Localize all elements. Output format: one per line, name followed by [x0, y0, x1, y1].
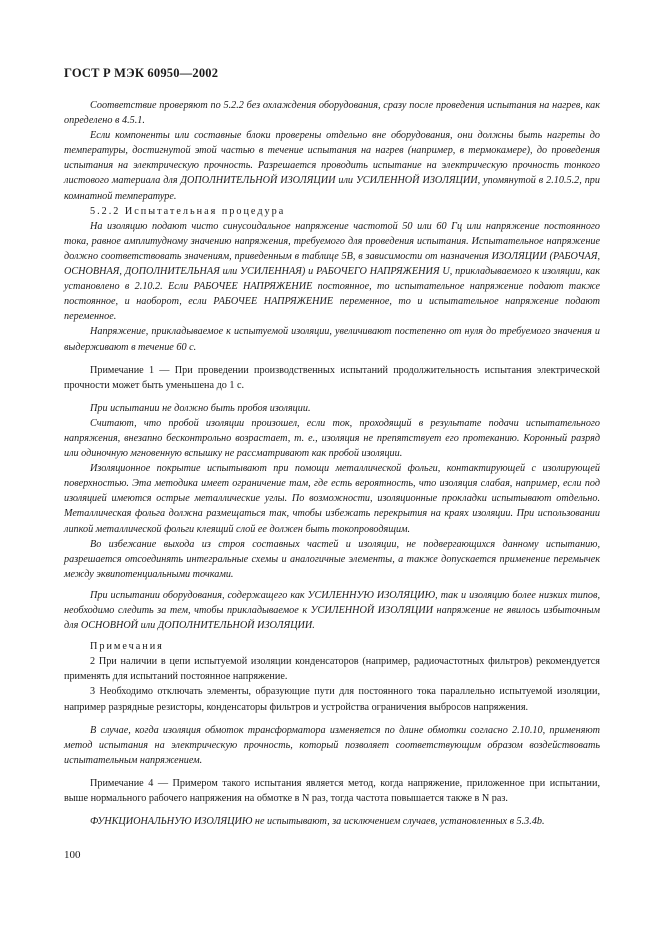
note-2: 2 При наличии в цепи испытуемой изоляции конденсаторов (например, радиочастотных фильтров) рекомендуется применять для испытаний постоянное напряжение.	[64, 656, 600, 683]
paragraph-metal-foil: Изоляционное покрытие испытывают при помощи металлической фольги, контактирующей с изолирующей поверхностью. Эта методика имеет ограничение там, где есть вероятность, что изоляция слабая, например, если под изоляцией имеются острые металлические углы. По возможности, изоляционные прокладки испытывают отдельно. Металлическая фольга должна размещаться так, чтобы избежать перекрытия на краях изоляции. При использовании липкой металлической фольги клеящий слой ее должен быть токопроводящим.	[64, 463, 600, 535]
note-3: 3 Необходимо отключать элементы, образующие пути для постоянного тока параллельно испытуемой изоляции, например разрядные резисторы, конденсаторы фильтров и устройства ограничения выбросов напряжения.	[64, 686, 600, 713]
note-4: Примечание 4 — Примером такого испытания является метод, когда напряжение, приложенное при испытании, выше нормального рабочего напряжения на обмотке в N раз, тогда частота повышается также в N раз.	[64, 777, 600, 805]
paragraph-voltage-increase: Напряжение, прикладываемое к испытуемой изоляции, увеличивают постепенно от нуля до требуемого значения и выдерживают в течение 60 с.	[64, 326, 600, 353]
section-heading-5-2-2: 5.2.2 Испытательная процедура	[90, 205, 286, 217]
note-1: Примечание 1 — При проведении производственных испытаний продолжительность испытания электрической прочности может быть уменьшена до 1 с.	[64, 364, 600, 391]
paragraph-components: Если компоненты или составные блоки проверены отдельно вне оборудования, они должны быть нагреты до температуры, достигнутой этой частью в течение испытания на нагрев (например, в термокамере), до проведения испытания на электрическую прочность. Разрешается проводить испытание на электрическую прочность тонкого листового материала для ДОПОЛНИТЕЛЬНОЙ ИЗОЛЯЦИИ или УСИЛЕННОЙ ИЗОЛЯЦИИ, упомянутой в 2.10.5.2, при комнатной температуре.	[64, 130, 600, 202]
paragraph-functional-insulation: ФУНКЦИОНАЛЬНУЮ ИЗОЛЯЦИЮ не испытывают, за исключением случаев, установленных в 5.3.4b.	[90, 816, 545, 828]
notes-heading: Примечания	[90, 641, 164, 653]
paragraph-disconnect-ics: Во избежание выхода из строя составных частей и изоляции, не подвергающихся данному испытанию, разрешается отсоединять интегральные схемы и аналогичные элементы, а также допускается применение перемычек между эквипотенциальными точками.	[64, 538, 600, 580]
page-header: ГОСТ Р МЭК 60950—2002	[64, 66, 219, 80]
paragraph-no-breakdown: При испытании не должно быть пробоя изоляции.	[90, 402, 311, 414]
paragraph-compliance: Соответствие проверяют по 5.2.2 без охлаждения оборудования, сразу после проведения испытания на нагрев, как определено в 4.5.1.	[64, 100, 600, 127]
paragraph-reinforced-insulation: При испытании оборудования, содержащего как УСИЛЕННУЮ ИЗОЛЯЦИЮ, так и изоляцию более низких типов, необходимо следить за тем, чтобы прикладываемое к УСИЛЕННОЙ ИЗОЛЯЦИИ напряжение не явилось избыточным для ОСНОВНОЙ или ДОПОЛНИТЕЛЬНОЙ ИЗОЛЯЦИИ.	[64, 589, 600, 632]
paragraph-test-voltage: На изоляцию подают чисто синусоидальное напряжение частотой 50 или 60 Гц или напряжение постоянного тока, равное амплитудному значению напряжения, требуемого для проведения испытания. Испытательное напряжение должно соответствовать значениям, приведенным в таблице 5В, в зависимости от назначения ИЗОЛЯЦИИ (РАБОЧАЯ, ОСНОВНАЯ, ДОПОЛНИТЕЛЬНАЯ или УСИЛЕННАЯ) и РАБОЧЕГО НАПРЯЖЕНИЯ U, прикладываемого к изоляции, как установлено в 2.10.2. Если РАБОЧЕЕ НАПРЯЖЕНИЕ постоянное, то испытательное напряжение подают также постоянное, и наоборот, если РАБОЧЕЕ НАПРЯЖЕНИЕ переменное, то и испытательное напряжение подают переменное.	[64, 220, 600, 323]
paragraph-transformer-windings: В случае, когда изоляция обмоток трансформатора изменяется по длине обмотки согласно 2.10.10, применяют метод испытания на электрическую прочность, который позволяет соответствующим образом воздействовать испытательным напряжением.	[64, 724, 600, 766]
paragraph-breakdown-definition: Считают, что пробой изоляции произошел, если ток, проходящий в результате подачи испытательного напряжения, внезапно бесконтрольно возрастает, т. е., изоляция не препятствует его протеканию. Коронный разряд или одиночную мгновенную вспышку не рассматривают как пробой изоляции.	[64, 417, 600, 460]
body-text	[64, 98, 600, 829]
page-number: 100	[64, 849, 81, 861]
